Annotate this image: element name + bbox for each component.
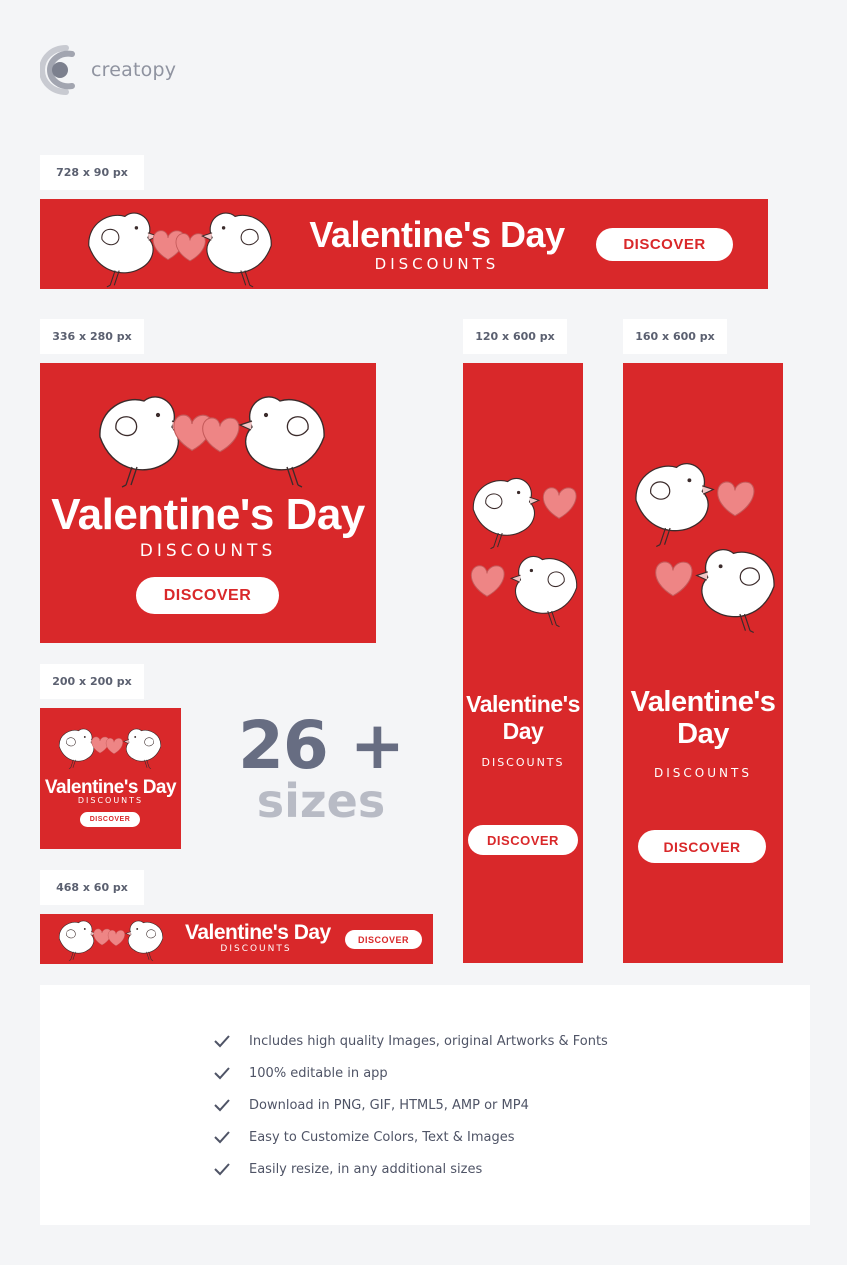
size-tag-336x280: 336 x 280 px [40,319,144,354]
discover-button[interactable]: DISCOVER [136,577,279,614]
size-tag-728x90: 728 x 90 px [40,155,144,190]
feature-text: 100% editable in app [249,1065,388,1081]
size-tag-120x600: 120 x 600 px [463,319,567,354]
banner-subtitle: DISCOUNTS [374,255,500,273]
feature-item [213,1159,482,1179]
banner-subtitle: DISCOUNTS [77,796,144,805]
banner-468x60[interactable] [40,914,433,964]
banner-336x280[interactable] [40,363,376,643]
banner-title-line1: Valentine's [466,691,580,717]
feature-item [213,1095,529,1115]
discover-button[interactable]: DISCOVER [468,825,578,855]
banner-title: Valentine's Day [51,490,365,539]
features-panel [40,985,810,1225]
feature-text: Includes high quality Images, original Artworks & Fonts [249,1033,608,1049]
feature-item [213,1031,608,1051]
banner-title-line2: Day [502,718,544,744]
love-birds-icon [70,385,350,485]
feature-item [213,1127,515,1147]
banner-title-line1: Valentine's [630,686,776,718]
check-icon [213,1128,231,1146]
discover-button[interactable]: DISCOVER [345,930,422,949]
banner-subtitle: DISCOUNTS [654,766,752,780]
size-tag-200x200: 200 x 200 px [40,664,144,699]
love-birds-icon [70,205,290,285]
feature-text: Easy to Customize Colors, Text & Images [249,1129,515,1145]
discover-button[interactable]: DISCOVER [80,812,140,827]
brand-logo [40,44,176,96]
check-icon [213,1064,231,1082]
banner-subtitle: DISCOUNTS [220,944,292,954]
check-icon [213,1160,231,1178]
check-icon [213,1096,231,1114]
love-birds-icon [50,722,170,772]
discover-button[interactable]: DISCOVER [638,830,766,863]
banner-title: Valentine's Day [309,214,565,255]
banner-160x600[interactable] [623,363,783,963]
size-count-unit: sizes [256,774,386,828]
love-birds-icon [48,916,178,962]
size-count: 26 + [237,707,405,784]
love-birds-icon [463,463,583,633]
banner-200x200[interactable] [40,708,181,849]
banner-title-line2: Day [677,718,729,750]
banner-title: Valentine's Day [185,921,331,944]
banner-subtitle: DISCOUNTS [139,541,277,561]
check-icon [213,1032,231,1050]
size-tag-468x60: 468 x 60 px [40,870,144,905]
banner-subtitle: DISCOUNTS [481,756,565,769]
feature-text: Easily resize, in any additional sizes [249,1161,483,1177]
love-birds-icon [623,453,783,643]
size-tag-160x600: 160 x 600 px [623,319,727,354]
brand-name: creatopy [91,59,177,81]
discover-button[interactable]: DISCOVER [596,228,733,261]
feature-text: Download in PNG, GIF, HTML5, AMP or MP4 [249,1097,529,1113]
banner-120x600[interactable] [463,363,583,963]
feature-item [213,1063,388,1083]
creatopy-logo-icon [40,44,86,96]
banner-728x90[interactable] [40,199,768,289]
banner-title: Valentine's Day [44,777,177,798]
